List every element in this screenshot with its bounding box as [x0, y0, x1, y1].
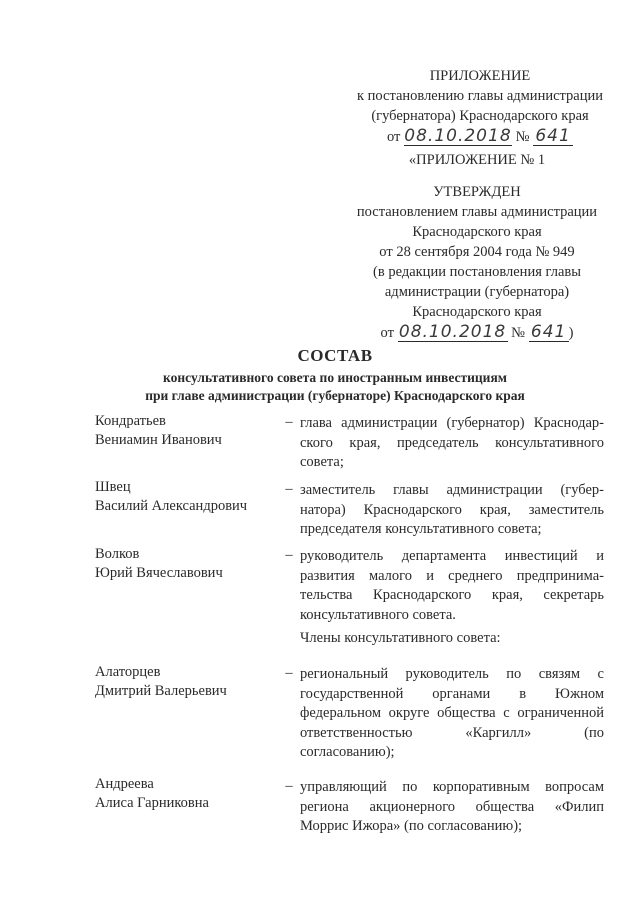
appendix-header	[340, 66, 620, 147]
member-surname: Швец	[95, 479, 131, 495]
member-dash: –	[285, 481, 293, 497]
member-name	[95, 663, 285, 701]
member-position: управляющий по корпоративным вопросам региона акционерного общества «Филип Моррис Ижора» (по согласованию);	[300, 779, 604, 834]
date-prefix: от	[386, 129, 401, 145]
closing-paren: )	[568, 325, 574, 341]
member-name	[95, 478, 285, 516]
appendix-line-1: к постановлению главы администрации	[356, 88, 604, 104]
number-sign: №	[515, 129, 530, 145]
member-name	[95, 775, 285, 813]
member-name	[95, 412, 285, 450]
appendix-date-line	[340, 127, 620, 147]
appendix-title: ПРИЛОЖЕНИЕ	[429, 68, 531, 84]
number-sign: №	[511, 325, 526, 341]
handwritten-date: 08.10.2018	[398, 322, 507, 342]
approval-line: администрации (губернатора)	[384, 284, 570, 300]
member-position: глава администрации (губернатор) Краснодар- ского края, председатель консультативного совета;	[300, 415, 604, 470]
appendix-line-2: (губернатора) Краснодарского края	[371, 108, 589, 124]
member-dash: –	[285, 547, 293, 563]
member-first-names: Алиса Гарниковна	[95, 795, 209, 811]
approval-block	[338, 150, 616, 343]
member-surname: Андреева	[95, 776, 154, 792]
member-position: заместитель главы администрации (губер- натора) Краснодарского края, заместитель председателя консультативного совета;	[300, 482, 604, 537]
member-surname: Волков	[95, 546, 140, 562]
member-name	[95, 545, 285, 583]
member-first-names: Дмитрий Валерьевич	[95, 683, 227, 699]
appendix-no: «ПРИЛОЖЕНИЕ № 1	[408, 152, 546, 168]
approval-date-line	[338, 323, 616, 343]
approval-line: от 28 сентября 2004 года № 949	[379, 244, 575, 260]
member-surname: Алаторцев	[95, 664, 161, 680]
title-main: СОСТАВ	[297, 346, 373, 365]
date-prefix: от	[380, 325, 394, 341]
member-position: региональный руководитель по связям с государственной органами в Южном федеральном округе общества с ограниченной ответственностью «Каргилл» (по согласованию);	[300, 666, 604, 760]
member-first-names: Вениамин Иванович	[95, 432, 222, 448]
handwritten-number: 641	[533, 127, 573, 146]
member-position: руководитель департамента инвестиций и развития малого и среднего предпринима- тельства Краснодарского края, секретарь консультативного совета.	[300, 548, 604, 623]
approved-label: УТВЕРЖДЕН	[433, 184, 521, 200]
handwritten-number: 641	[529, 323, 569, 342]
member-first-names: Василий Александрович	[95, 498, 248, 514]
approval-line: Краснодарского края	[412, 224, 542, 240]
member-first-names: Юрий Вячеславович	[95, 565, 223, 581]
title-sub-1: консультативного совета по иностранным инвестициям	[163, 370, 507, 385]
member-dash: –	[285, 665, 293, 681]
member-dash: –	[285, 778, 293, 794]
approval-line: постановлением главы администрации	[356, 204, 598, 220]
approval-line: (в редакции постановления главы	[373, 264, 581, 280]
document-title	[60, 346, 610, 405]
handwritten-date: 08.10.2018	[404, 126, 512, 146]
member-surname: Кондратьев	[95, 413, 166, 429]
members-heading: Члены консультативного совета:	[300, 630, 501, 646]
member-dash: –	[285, 414, 293, 430]
approval-line: Краснодарского края	[412, 304, 542, 320]
title-sub-2: при главе администрации (губернаторе) Краснодарского края	[145, 388, 525, 403]
